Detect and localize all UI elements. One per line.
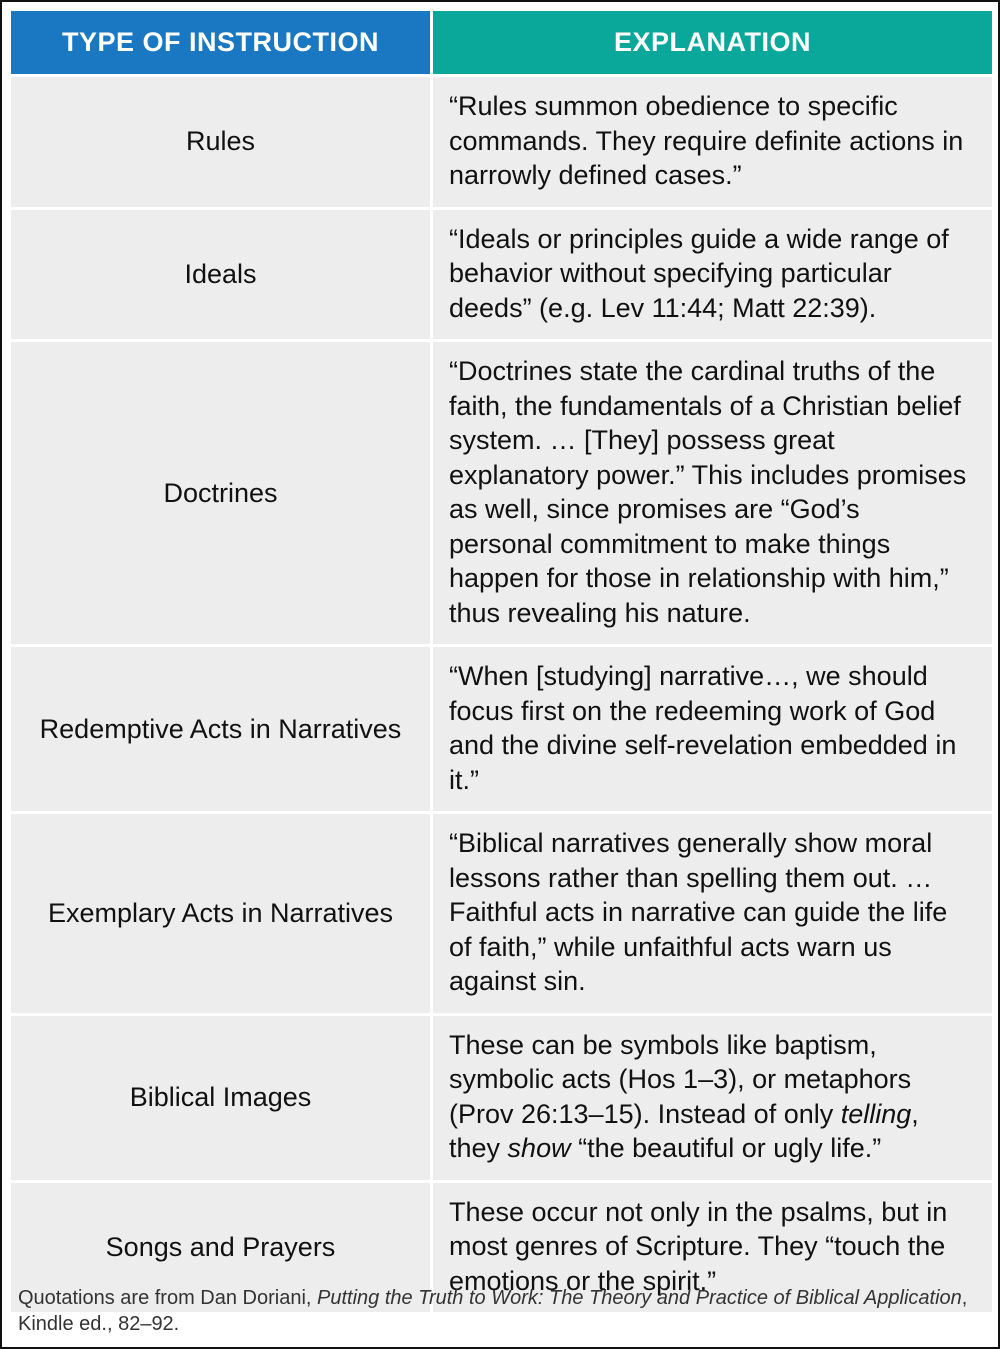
row-explanation: These occur not only in the psalms, but in most genres of Scripture. They “touch the emotions or the spirit.” (449, 1196, 948, 1296)
row-type: Rules (11, 77, 433, 207)
footnote-prefix: Quotations are from Dan Doriani, (18, 1287, 318, 1309)
row-type: Redemptive Acts in Narratives (11, 647, 433, 811)
table-row (11, 1016, 992, 1183)
footnote-book-title: Putting the Truth to Work: The Theory and Practice of Biblical Application (317, 1287, 962, 1309)
row-explanation: “When [studying] narrative…, we should focus first on the redeeming work of God and the divine self-revelation embedded in it.” (449, 661, 957, 795)
header-explanation: EXPLANATION (433, 11, 992, 74)
row-explanation: “Ideals or principles guide a wide range of behavior without specifying particular deeds” (e.g. Lev 11:44; Matt 22:39). (449, 223, 949, 323)
row-type: Doctrines (11, 342, 433, 644)
row-type: Exemplary Acts in Narratives (11, 814, 433, 1013)
row-type: Ideals (11, 210, 433, 340)
row-type: Biblical Images (11, 1016, 433, 1180)
row-explanation: “Biblical narratives generally show moral lessons rather than spelling them out. … Faithful acts in narrative can guide the life of faith,” while unfaithful acts warn us against sin. (449, 828, 948, 996)
table-header (11, 11, 992, 74)
explanation-text: , they (449, 1098, 919, 1163)
table-row (11, 814, 992, 1016)
footnote-suffix: , Kindle ed., 82–92. (18, 1287, 968, 1335)
row-type: Songs and Prayers (11, 1183, 433, 1313)
table-row (11, 647, 992, 814)
explanation-emphasis: telling (840, 1098, 912, 1129)
table-row (11, 342, 992, 647)
instruction-table (11, 11, 992, 1315)
explanation-text: These can be symbols like baptism, symbolic acts (Hos 1–3), or metaphors (Prov 26:13–15). Instead of only (449, 1029, 912, 1129)
footnote (18, 1285, 978, 1337)
table-row (11, 210, 992, 343)
explanation-text: “the beautiful or ugly life.” (570, 1133, 882, 1163)
row-explanation (433, 1016, 988, 1180)
explanation-emphasis: show (507, 1133, 571, 1163)
header-type-of-instruction: TYPE OF INSTRUCTION (11, 11, 430, 74)
row-explanation: “Doctrines state the cardinal truths of the faith, the fundamentals of a Christian belief system. … [They] possess great explanatory power.” This includes promises as well, since promises are “God’s personal commitment to make things happen for those in relationship with him,” thus revealing his nature. (449, 356, 967, 628)
row-explanation: “Rules summon obedience to specific commands. They require definite actions in narrowly defined cases.” (449, 91, 964, 190)
table-row (11, 77, 992, 210)
